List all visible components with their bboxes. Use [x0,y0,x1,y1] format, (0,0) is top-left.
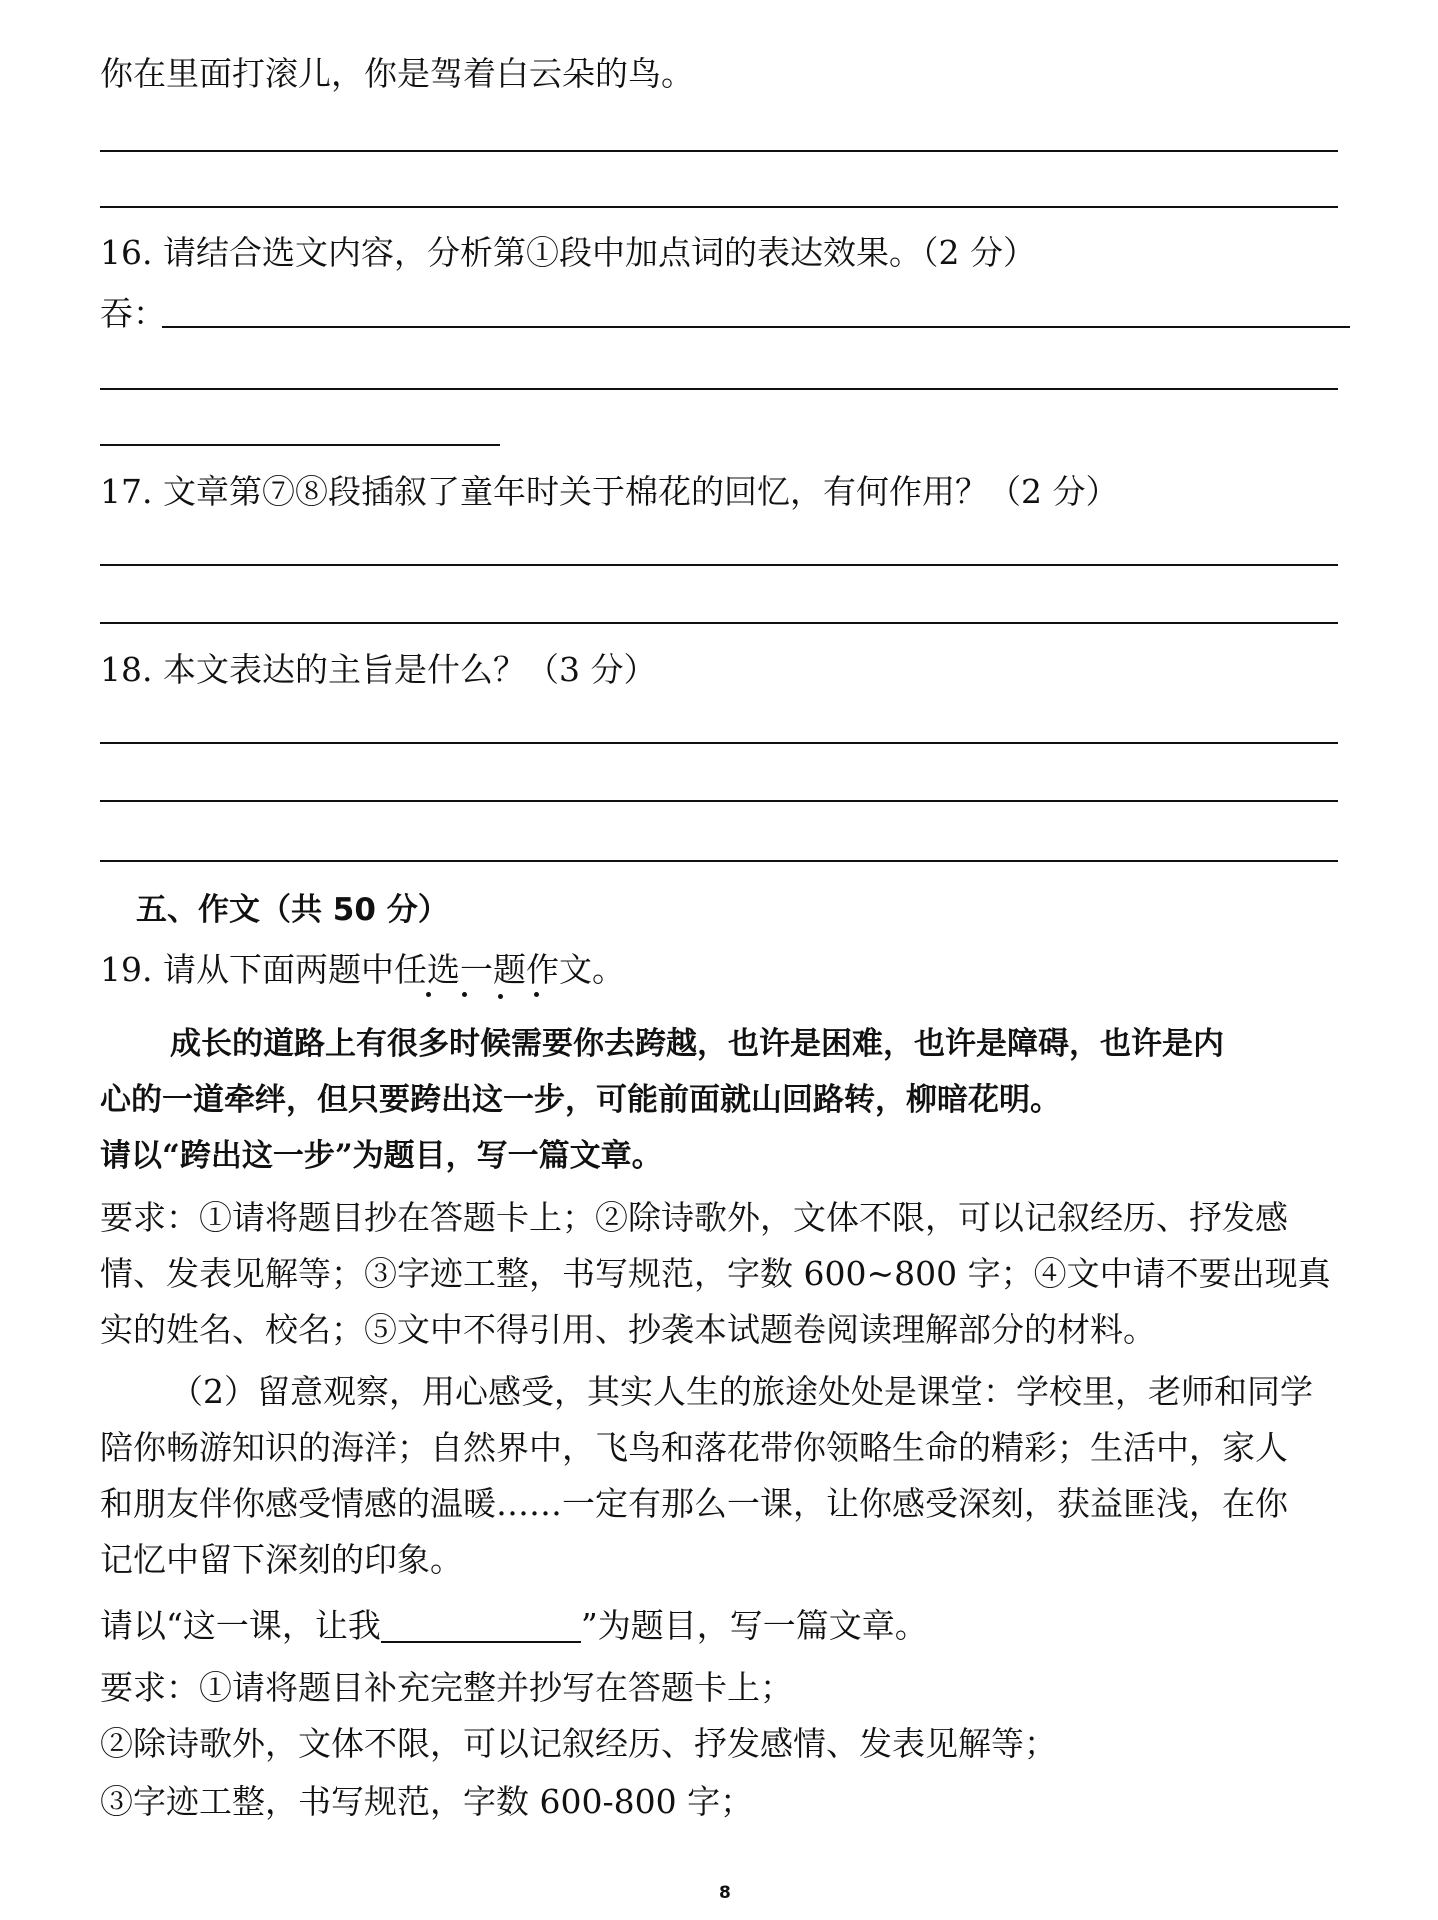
answer-line[interactable] [100,206,1338,208]
answer-line[interactable] [100,444,500,446]
emphasis-dot [498,994,503,999]
emphasis-dot [534,992,539,997]
prompt-2-title-instruction [100,1604,928,1648]
question-19-intro: 19. 请从下面两题中任选一题作文。 [100,950,625,989]
prompt-2-line: （2）留意观察，用心感受，其实人生的旅途处处是课堂：学校里，老师和同学 [170,1372,1313,1411]
prompt-2-line: 记忆中留下深刻的印象。 [100,1540,463,1579]
emphasis-dot [462,992,467,997]
prompt-2-line: 和朋友伴你感受情感的温暖……一定有那么一课，让你感受深刻，获益匪浅，在你 [100,1484,1288,1523]
requirements-2-line: 要求：①请将题目补充完整并抄写在答题卡上； [100,1668,793,1707]
emphasis-dot [426,992,431,997]
requirements-2-line: ②除诗歌外，文体不限，可以记叙经历、抒发感情、发表见解等； [100,1724,1057,1763]
answer-line[interactable] [100,622,1338,624]
passage-last-line: 你在里面打滚儿，你是驾着白云朵的鸟。 [100,54,694,93]
answer-line[interactable] [100,388,1338,390]
prompt-1-line: 成长的道路上有很多时候需要你去跨越，也许是困难，也许是障碍，也许是内 [170,1026,1224,1062]
title-suffix: ”为题目，写一篇文章。 [580,1606,928,1645]
requirements-1-line: 情、发表见解等；③字迹工整，书写规范，字数 600~800 字；④文中请不要出现真 [100,1254,1331,1293]
q16-answer-label: 吞： [100,294,166,333]
question-16: 16. 请结合选文内容，分析第①段中加点词的表达效果。（2 分） [100,233,1036,272]
prompt-2-line: 陪你畅游知识的海洋；自然界中，飞鸟和落花带你领略生命的精彩；生活中，家人 [100,1428,1288,1467]
requirements-2-line: ③字迹工整，书写规范，字数 600-800 字； [100,1782,754,1821]
requirements-1-line: 要求：①请将题目抄在答题卡上；②除诗歌外，文体不限，可以记叙经历、抒发感 [100,1198,1288,1237]
question-17: 17. 文章第⑦⑧段插叙了童年时关于棉花的回忆，有何作用？（2 分） [100,472,1119,511]
prompt-1-line: 心的一道牵绊，但只要跨出这一步，可能前面就山回路转，柳暗花明。 [100,1082,1061,1118]
section-five-title: 五、作文（共 50 分） [136,892,449,928]
prompt-1-title-instruction: 请以“跨出这一步”为题目，写一篇文章。 [100,1138,663,1174]
answer-line[interactable] [100,860,1338,862]
title-blank[interactable] [381,1611,581,1643]
requirements-1-line: 实的姓名、校名；⑤文中不得引用、抄袭本试题卷阅读理解部分的材料。 [100,1310,1156,1349]
answer-line[interactable] [100,800,1338,802]
question-18: 18. 本文表达的主旨是什么？（3 分） [100,650,657,689]
answer-line[interactable] [162,326,1350,328]
answer-line[interactable] [100,150,1338,152]
answer-line[interactable] [100,564,1338,566]
page-number: 8 [719,1883,731,1903]
title-prefix: 请以“这一课，让我 [100,1606,381,1645]
answer-line[interactable] [100,742,1338,744]
